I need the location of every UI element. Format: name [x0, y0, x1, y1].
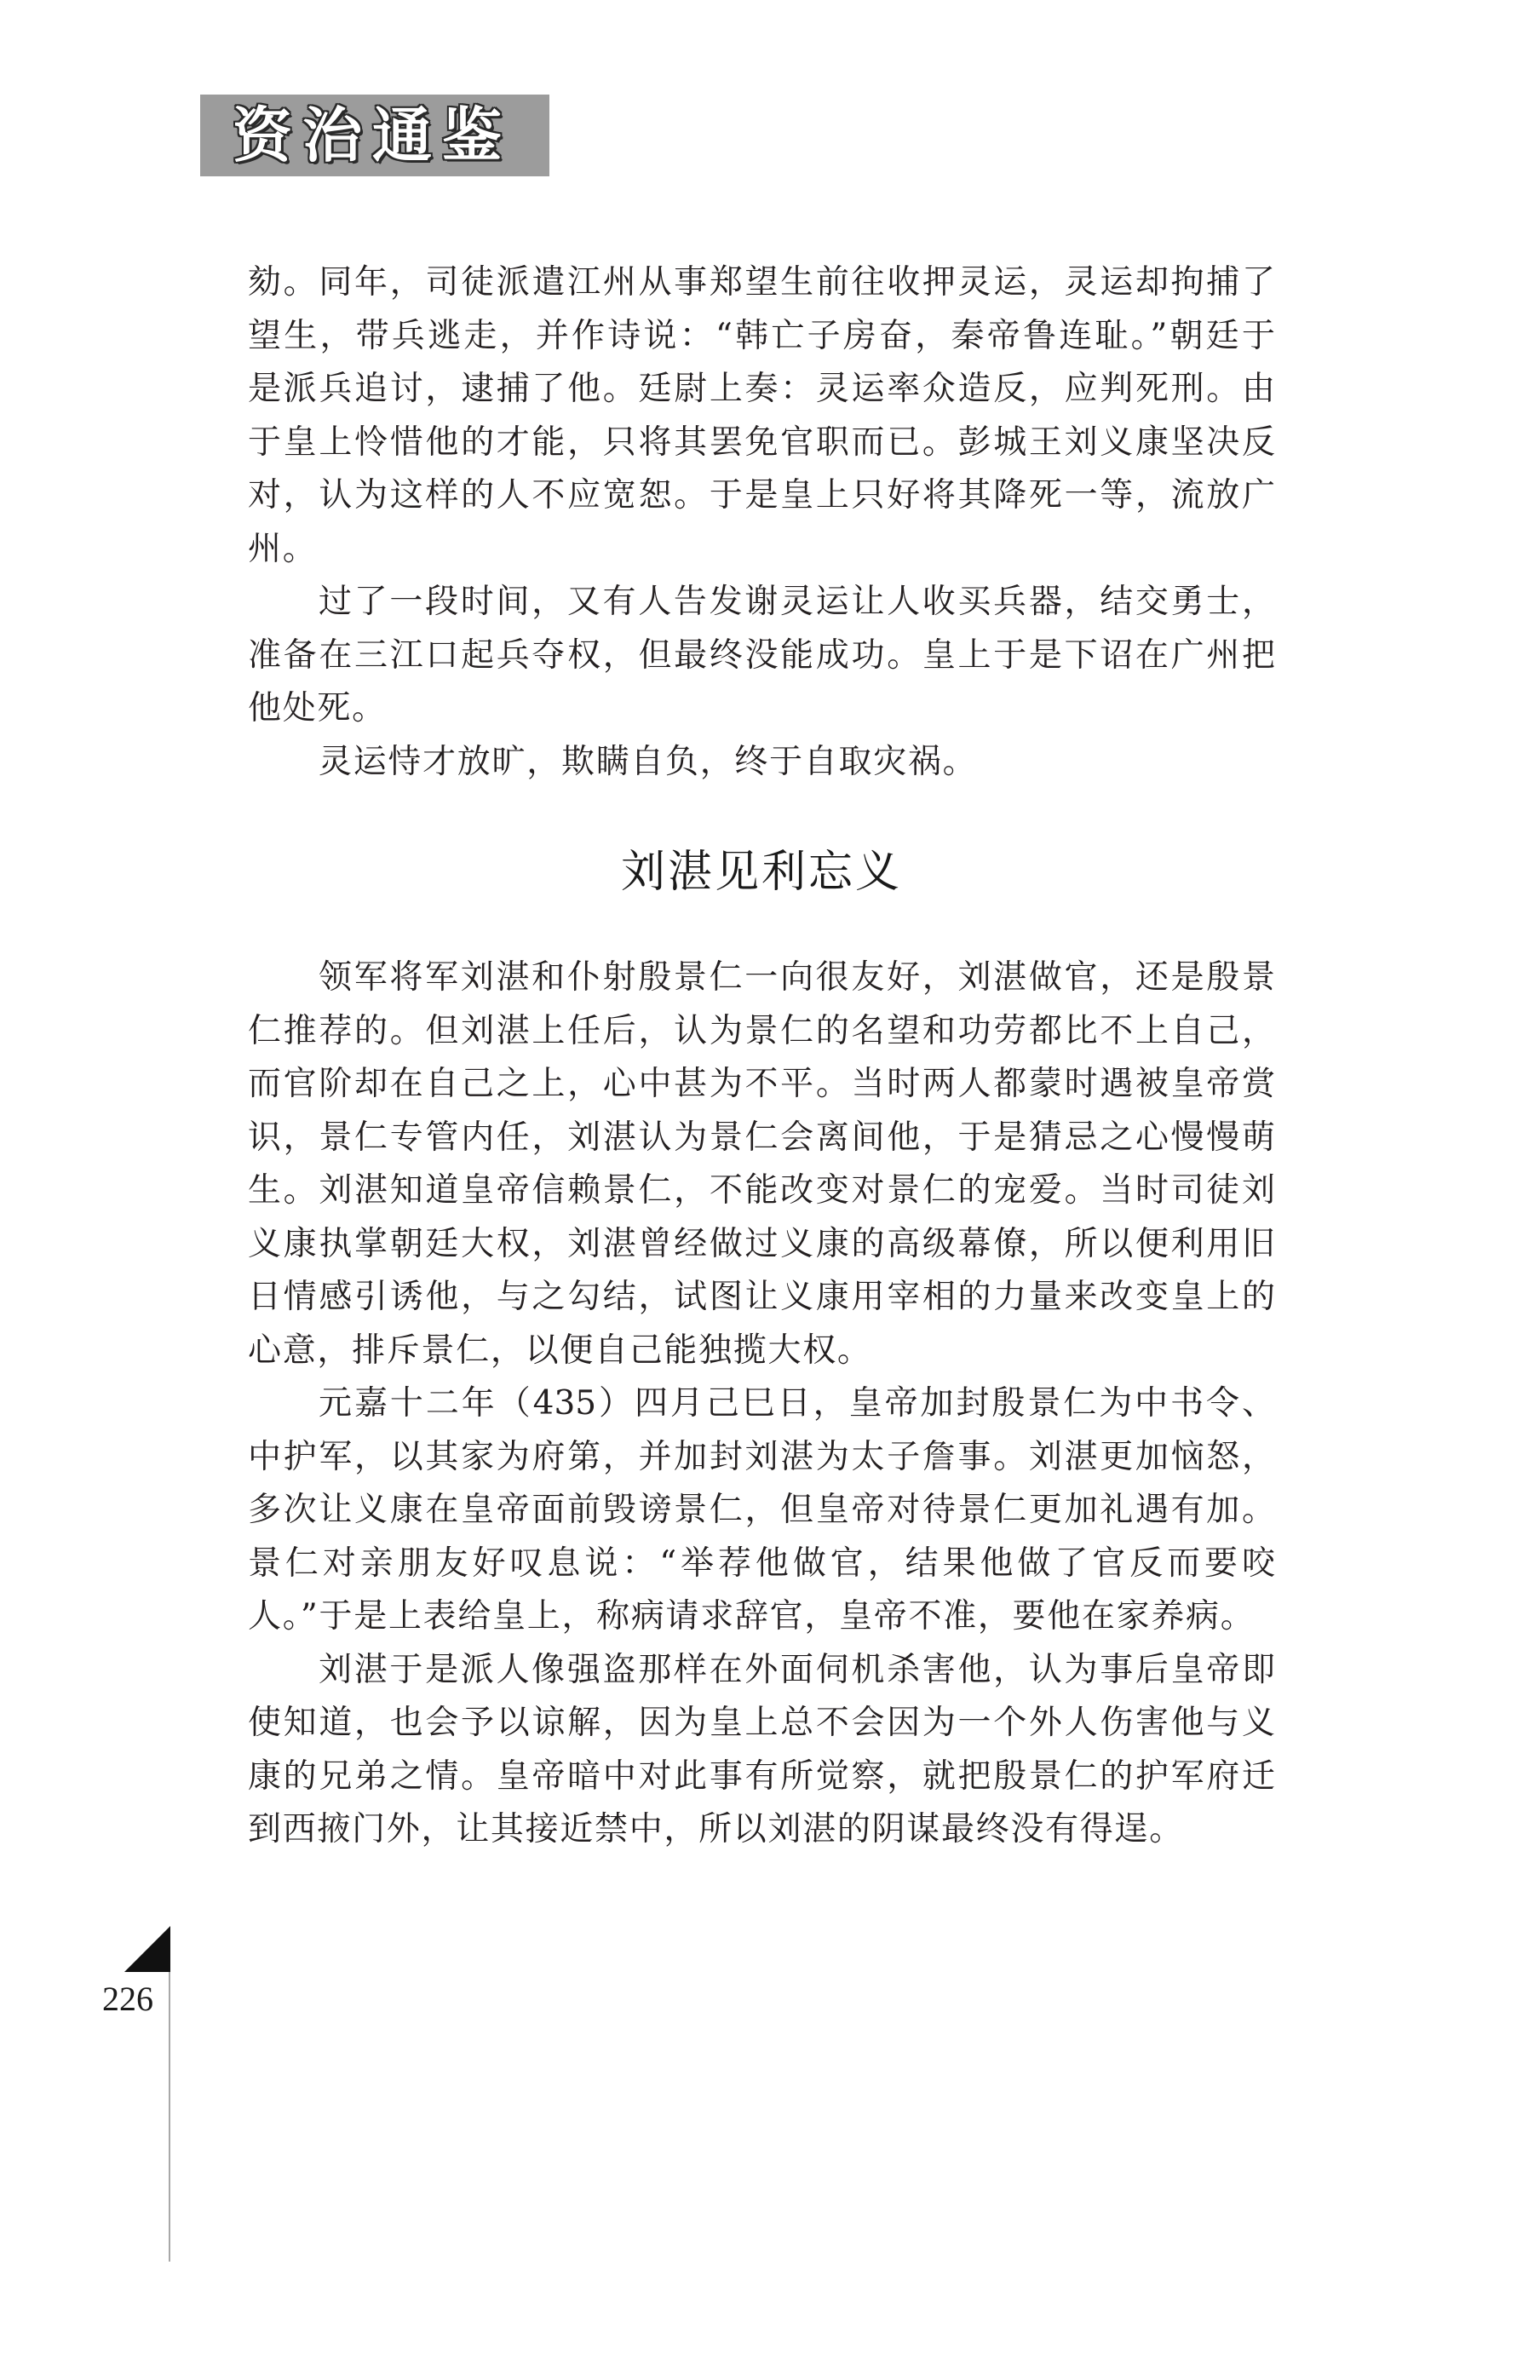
paragraph	[248, 736, 1275, 790]
text-line: 使知道，也会予以谅解，因为皇上总不会因为一个外人伤害他与义	[248, 1704, 1275, 1742]
running-header-box	[200, 95, 549, 176]
text-line: 领军将军刘湛和仆射殷景仁一向很友好，刘湛做官，还是殷景	[319, 958, 1275, 997]
continued-text-section	[248, 256, 1275, 789]
text-line: 于皇上怜惜他的才能，只将其罢免官职而已。彭城王刘义康坚决反	[248, 423, 1275, 462]
text-line: 景仁对亲朋友好叹息说：“举荐他做官，结果他做了官反而要咬	[248, 1544, 1275, 1583]
text-line: 人。”于是上表给皇上，称病请求辞官，皇帝不准，要他在家养病。	[248, 1597, 1256, 1636]
text-line: 而官阶却在自己之上，心中甚为不平。当时两人都蒙时遇被皇帝赏	[248, 1065, 1275, 1103]
corner-triangle-icon	[124, 1926, 170, 1972]
text-line: 准备在三江口起兵夺权，但最终没能成功。皇上于是下诏在广州把	[248, 635, 1275, 675]
text-line: 他处死。	[248, 689, 387, 727]
text-line: 是派兵追讨，逮捕了他。廷尉上奏：灵运率众造反，应判死刑。由	[248, 370, 1275, 408]
text-line: 到西掖门外，让其接近禁中，所以刘湛的阴谋最终没有得逞。	[248, 1810, 1184, 1848]
text-line: 日情感引诱他，与之勾结，试图让义康用宰相的力量来改变皇上的	[248, 1278, 1275, 1316]
paragraph	[248, 256, 1275, 576]
paragraph	[248, 576, 1275, 736]
paragraph	[248, 1377, 1275, 1644]
article-title: 刘湛见利忘义	[620, 847, 902, 898]
text-line: 劾。同年，司徒派遣江州从事郑望生前往收押灵运，灵运却拘捕了	[248, 263, 1275, 302]
page-corner-mark	[119, 1921, 179, 2279]
page-number: 226	[102, 1980, 153, 2018]
text-line: 元嘉十二年（435）四月己巳日，皇帝加封殷景仁为中书令、	[319, 1384, 1275, 1423]
paragraph	[248, 951, 1275, 1377]
article-body	[248, 951, 1275, 1857]
text-line: 刘湛于是派人像强盗那样在外面伺机杀害他，认为事后皇帝即	[319, 1650, 1275, 1689]
text-line: 仁推荐的。但刘湛上任后，认为景仁的名望和功劳都比不上自己，	[248, 1011, 1275, 1050]
text-line: 识，景仁专管内任，刘湛认为景仁会离间他，于是猜忌之心慢慢萌	[248, 1118, 1275, 1157]
text-line: 过了一段时间，又有人告发谢灵运让人收买兵器，结交勇士，	[319, 583, 1275, 621]
text-line: 多次让义康在皇帝面前毁谤景仁，但皇帝对待景仁更加礼遇有加。	[248, 1491, 1275, 1529]
text-line: 州。	[248, 529, 318, 568]
text-line: 义康执掌朝廷大权，刘湛曾经做过义康的高级幕僚，所以便利用旧	[248, 1224, 1275, 1263]
book-title: 资治通鉴	[233, 101, 512, 170]
text-line: 生。刘湛知道皇帝信赖景仁，不能改变对景仁的宠爱。当时司徒刘	[248, 1171, 1275, 1210]
text-line: 灵运恃才放旷，欺瞒自负，终于自取灾祸。	[319, 742, 978, 781]
text-line: 康的兄弟之情。皇帝暗中对此事有所觉察，就把殷景仁的护军府迁	[248, 1756, 1275, 1796]
text-line: 心意，排斥景仁，以便自己能独揽大权。	[248, 1331, 872, 1370]
text-line: 中护军，以其家为府第，并加封刘湛为太子詹事。刘湛更加恼怒，	[248, 1437, 1275, 1476]
text-line: 望生，带兵逃走，并作诗说：“韩亡子房奋，秦帝鲁连耻。”朝廷于	[248, 316, 1275, 355]
paragraph	[248, 1644, 1275, 1857]
text-line: 对，认为这样的人不应宽恕。于是皇上只好将其降死一等，流放广	[248, 476, 1275, 515]
